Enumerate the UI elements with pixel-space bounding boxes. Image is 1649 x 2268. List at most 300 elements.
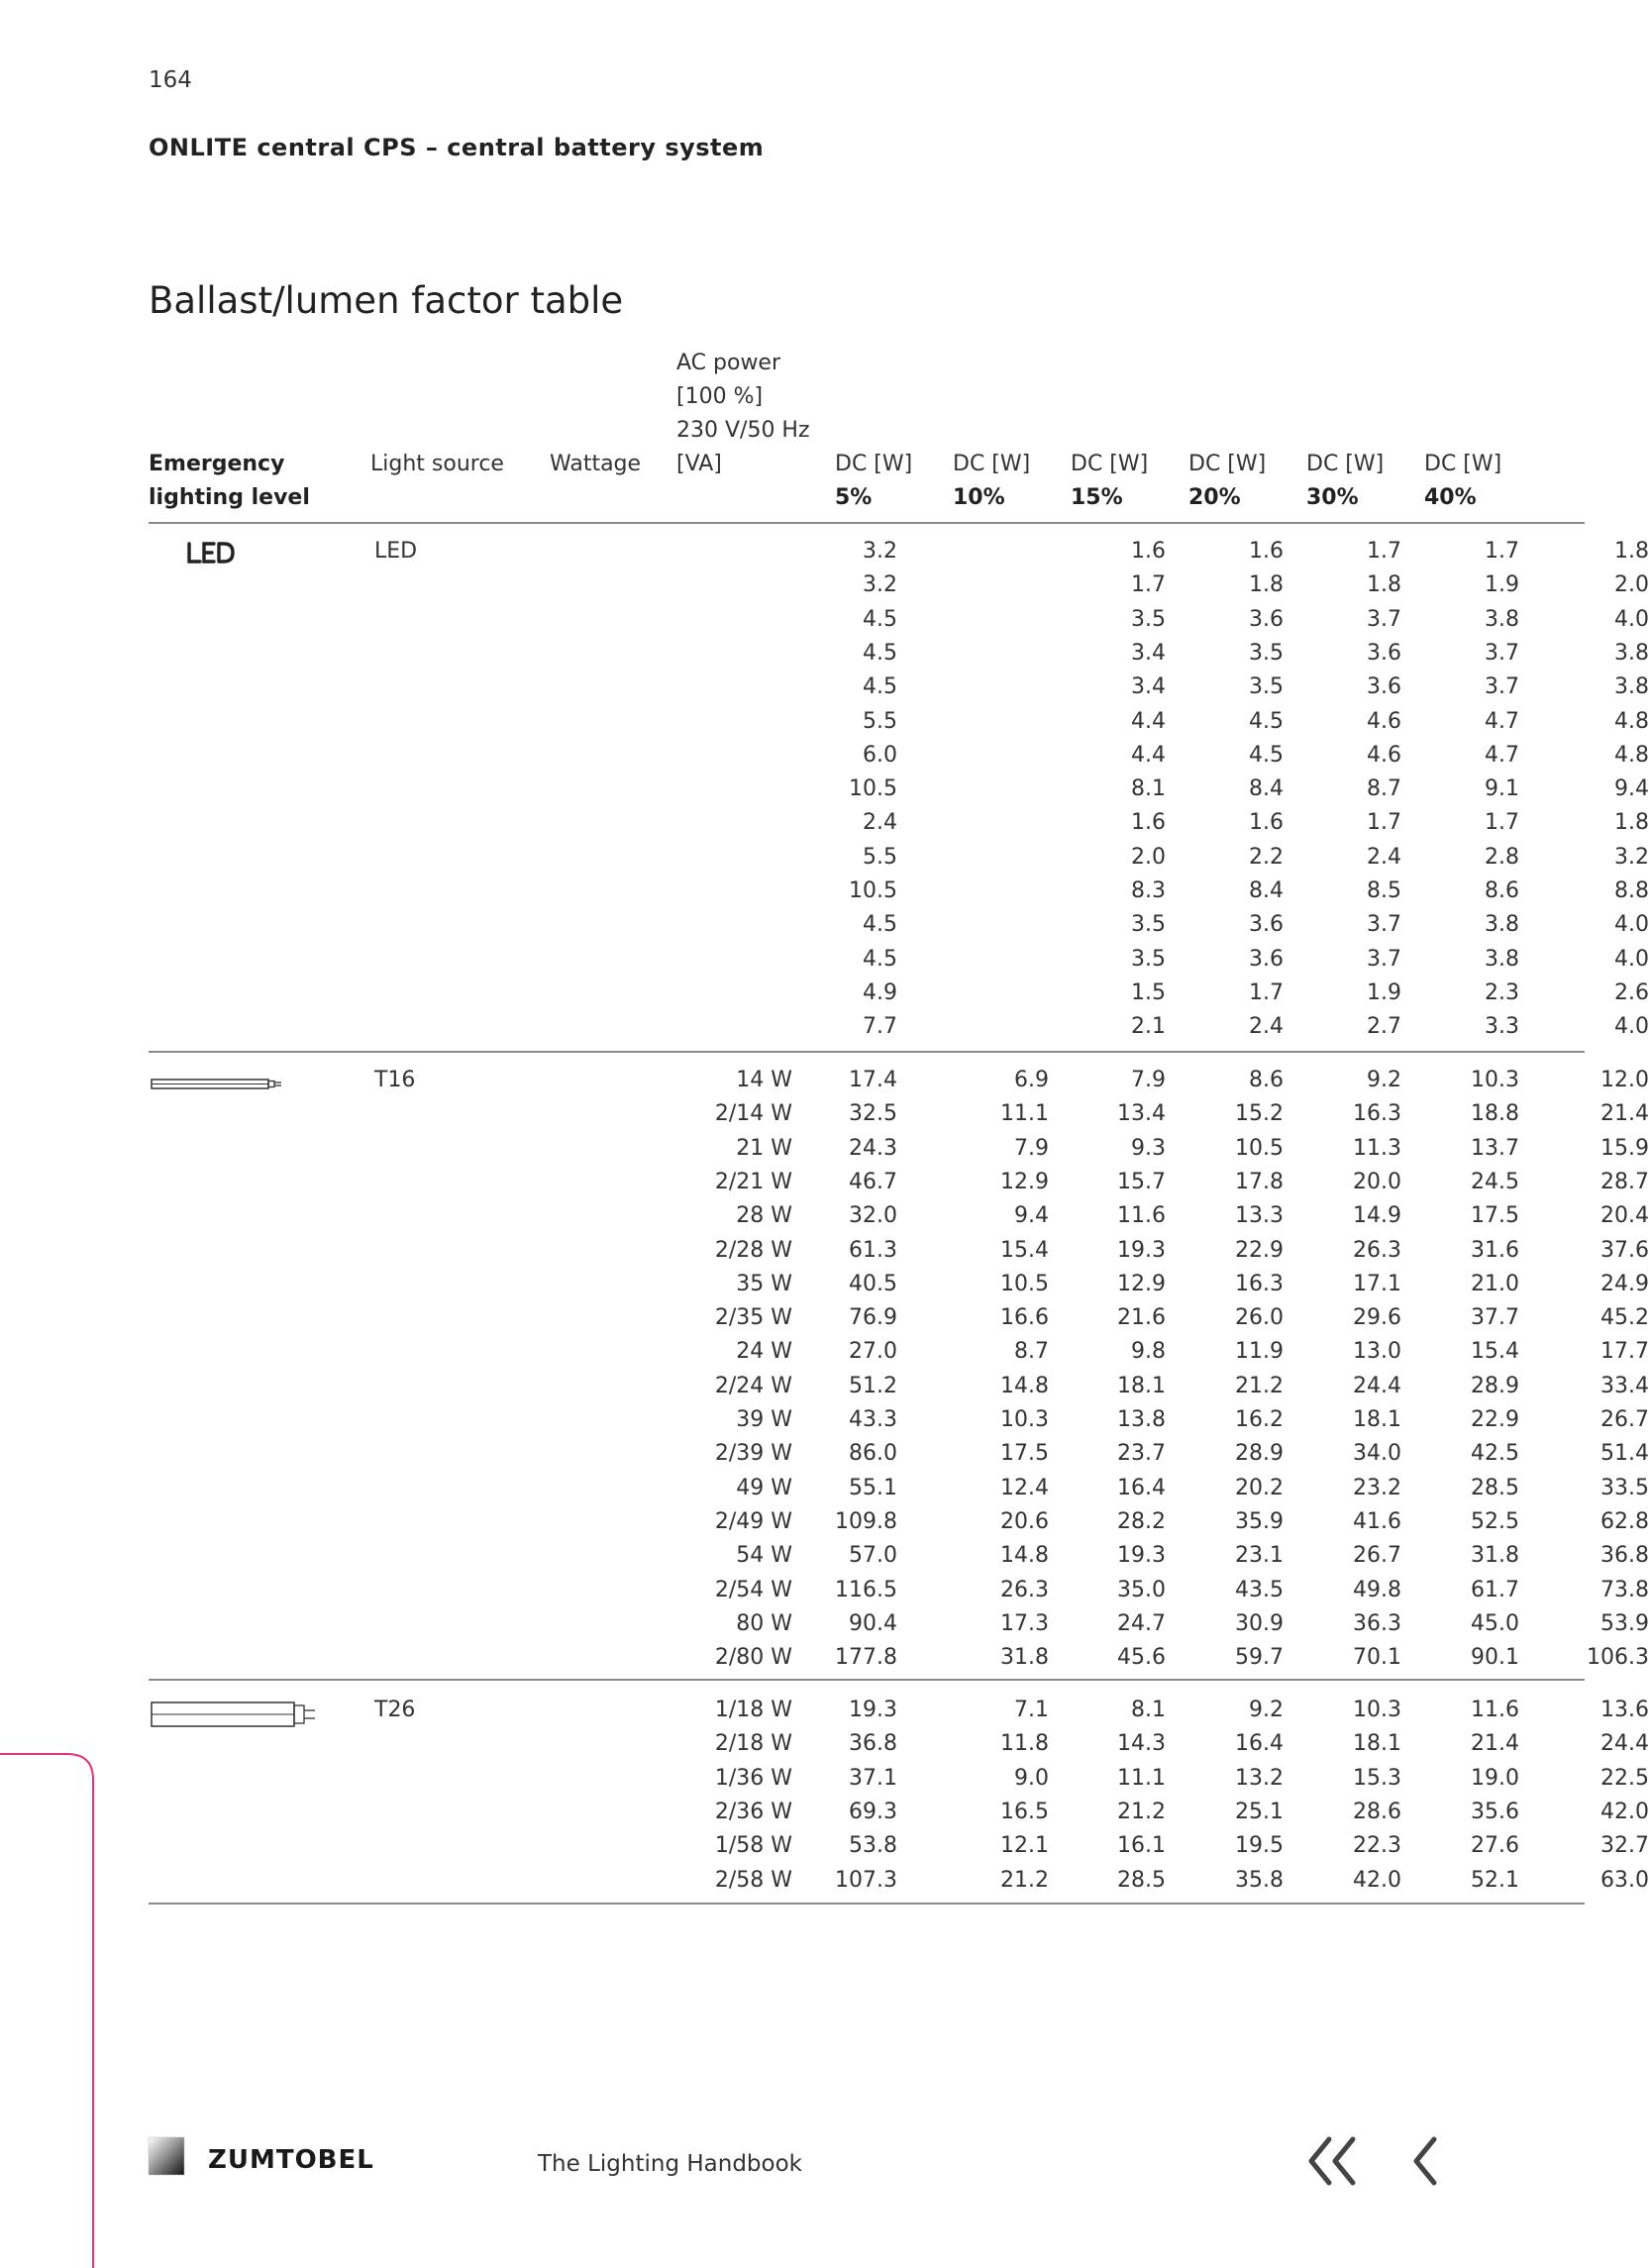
table-row	[149, 1796, 1649, 1829]
wattage-cell: 24 W	[736, 1339, 792, 1365]
dc-40-cell: 33.4	[1600, 1373, 1649, 1398]
dc-20-cell: 4.6	[1367, 708, 1401, 734]
dc-5-cell: 20.6	[1000, 1508, 1049, 1534]
dc-5-cell: 10.5	[1000, 1271, 1049, 1296]
dc-10-cell: 12.9	[1117, 1271, 1166, 1296]
dc-30-cell: 3.8	[1485, 946, 1519, 972]
dc-30-cell: 2.3	[1485, 979, 1519, 1005]
dc-20-cell: 70.1	[1353, 1645, 1401, 1671]
table-row	[149, 1607, 1649, 1641]
dc-15-cell: 20.2	[1235, 1475, 1284, 1500]
dc-20-cell: 2.4	[1367, 844, 1401, 870]
dc-10-cell: 4.4	[1131, 742, 1166, 768]
table-row	[149, 773, 1649, 806]
table-row	[149, 705, 1649, 739]
table-row	[149, 739, 1649, 773]
dc-15-cell: 22.9	[1235, 1237, 1284, 1263]
dc-20-cell: 10.3	[1353, 1698, 1401, 1722]
dc-20-cell: 2.7	[1367, 1014, 1401, 1040]
dc-30-cell: 3.8	[1485, 912, 1519, 938]
ac-power-cell: 51.2	[849, 1373, 897, 1398]
dc-40-cell: 24.4	[1600, 1731, 1649, 1757]
table-row	[149, 1097, 1649, 1131]
dc-40-cell: 2.6	[1614, 979, 1649, 1005]
ac-power-cell: 86.0	[849, 1441, 897, 1467]
dc-10-cell: 9.3	[1131, 1135, 1166, 1161]
ac-power-cell: 55.1	[849, 1475, 897, 1500]
dc-15-cell: 16.2	[1235, 1407, 1284, 1432]
dc-20-cell: 13.0	[1353, 1339, 1401, 1365]
dc-15-cell: 21.2	[1235, 1373, 1284, 1398]
wattage-cell: 2/21 W	[714, 1169, 792, 1194]
table-row	[149, 1437, 1649, 1471]
dc-30-cell: 15.4	[1471, 1339, 1519, 1365]
ac-power-cell: 36.8	[849, 1731, 897, 1757]
wattage-cell: 1/58 W	[714, 1833, 792, 1859]
dc-30-cell: 19.0	[1471, 1765, 1519, 1791]
footer-title: The Lighting Handbook	[538, 2151, 802, 2177]
dc-30-cell: 22.9	[1471, 1407, 1519, 1432]
table-row	[149, 1727, 1649, 1761]
table-rule	[149, 1051, 1585, 1053]
dc-40-cell: 4.0	[1614, 606, 1649, 632]
ac-power-cell: 32.5	[849, 1101, 897, 1127]
ac-power-cell: 10.5	[849, 776, 897, 802]
dc-20-cell: 1.9	[1367, 979, 1401, 1005]
dc-15-cell: 43.5	[1235, 1577, 1284, 1602]
dc-20-cell: 1.7	[1367, 810, 1401, 836]
dc-10-cell: 3.5	[1131, 606, 1166, 632]
header-dc-level: 5%	[835, 485, 873, 510]
dc-40-cell: 33.5	[1600, 1475, 1649, 1500]
wattage-cell: 2/35 W	[714, 1305, 792, 1331]
dc-10-cell: 23.7	[1117, 1441, 1166, 1467]
wattage-cell: 39 W	[736, 1407, 792, 1432]
first-page-button[interactable]	[1305, 2131, 1375, 2191]
dc-30-cell: 3.3	[1485, 1014, 1519, 1040]
wattage-cell: 2/49 W	[714, 1508, 792, 1534]
light-source-label: T26	[374, 1698, 416, 1722]
table-row	[149, 1694, 1649, 1727]
wattage-cell: 2/80 W	[714, 1645, 792, 1671]
dc-5-cell: 12.1	[1000, 1833, 1049, 1859]
table-row	[149, 1864, 1649, 1898]
dc-5-cell: 7.9	[1014, 1135, 1049, 1161]
dc-10-cell: 3.5	[1131, 912, 1166, 938]
dc-30-cell: 27.6	[1471, 1833, 1519, 1859]
table-row	[149, 1132, 1649, 1166]
dc-15-cell: 3.5	[1249, 640, 1284, 666]
dc-30-cell: 4.7	[1485, 708, 1519, 734]
table-row	[149, 1301, 1649, 1335]
table-row	[149, 1010, 1649, 1044]
dc-10-cell: 21.6	[1117, 1305, 1166, 1331]
dc-30-cell: 18.8	[1471, 1101, 1519, 1127]
ac-power-cell: 3.2	[863, 539, 897, 564]
ac-power-cell: 90.4	[849, 1610, 897, 1636]
dc-40-cell: 13.6	[1600, 1698, 1649, 1722]
dc-5-cell: 17.5	[1000, 1441, 1049, 1467]
table-row	[149, 670, 1649, 704]
table-row	[149, 977, 1649, 1010]
dc-15-cell: 28.9	[1235, 1441, 1284, 1467]
table-row	[149, 1370, 1649, 1403]
dc-15-cell: 35.8	[1235, 1867, 1284, 1893]
dc-40-cell: 4.0	[1614, 912, 1649, 938]
dc-20-cell: 3.7	[1367, 912, 1401, 938]
dc-15-cell: 30.9	[1235, 1610, 1284, 1636]
dc-15-cell: 23.1	[1235, 1543, 1284, 1569]
dc-15-cell: 1.7	[1249, 979, 1284, 1005]
table-header	[149, 347, 1585, 521]
dc-30-cell: 52.5	[1471, 1508, 1519, 1534]
table-rule	[149, 1679, 1585, 1681]
ac-power-cell: 4.5	[863, 946, 897, 972]
brand-name: ZUMTOBEL	[208, 2145, 374, 2175]
dc-30-cell: 24.5	[1471, 1169, 1519, 1194]
wattage-cell: 1/36 W	[714, 1765, 792, 1791]
dc-40-cell: 1.8	[1614, 810, 1649, 836]
dc-20-cell: 8.5	[1367, 878, 1401, 903]
dc-10-cell: 28.5	[1117, 1867, 1166, 1893]
dc-10-cell: 1.6	[1131, 810, 1166, 836]
dc-20-cell: 28.6	[1353, 1799, 1401, 1824]
header-dc-unit: DC [W]	[1188, 452, 1267, 476]
wattage-cell: 54 W	[736, 1543, 792, 1569]
dc-40-cell: 51.4	[1600, 1441, 1649, 1467]
section-title: Ballast/lumen factor table	[149, 279, 624, 322]
dc-15-cell: 8.6	[1249, 1068, 1284, 1092]
ac-power-cell: 5.5	[863, 708, 897, 734]
dc-30-cell: 37.7	[1471, 1305, 1519, 1331]
dc-40-cell: 42.0	[1600, 1799, 1649, 1824]
dc-30-cell: 52.1	[1471, 1867, 1519, 1893]
dc-10-cell: 13.8	[1117, 1407, 1166, 1432]
dc-15-cell: 26.0	[1235, 1305, 1284, 1331]
table-rule	[149, 522, 1585, 524]
header-dc-level: 10%	[953, 485, 1005, 510]
header-dc-level: 30%	[1306, 485, 1359, 510]
dc-10-cell: 8.3	[1131, 878, 1166, 903]
dc-20-cell: 3.6	[1367, 640, 1401, 666]
dc-10-cell: 45.6	[1117, 1645, 1166, 1671]
dc-40-cell: 106.3	[1587, 1645, 1649, 1671]
dc-10-cell: 3.4	[1131, 640, 1166, 666]
dc-15-cell: 3.6	[1249, 946, 1284, 972]
dc-10-cell: 19.3	[1117, 1543, 1166, 1569]
ac-power-cell: 4.9	[863, 979, 897, 1005]
header-ac-line3: 230 V/50 Hz	[676, 418, 810, 443]
dc-10-cell: 9.8	[1131, 1339, 1166, 1365]
dc-10-cell: 2.1	[1131, 1014, 1166, 1040]
dc-10-cell: 28.2	[1117, 1508, 1166, 1534]
ac-power-cell: 4.5	[863, 912, 897, 938]
dc-40-cell: 24.9	[1600, 1271, 1649, 1296]
dc-40-cell: 4.8	[1614, 742, 1649, 768]
dc-20-cell: 18.1	[1353, 1407, 1401, 1432]
dc-30-cell: 13.7	[1471, 1135, 1519, 1161]
table-row	[149, 1762, 1649, 1796]
ac-power-cell: 5.5	[863, 844, 897, 870]
table-row	[149, 875, 1649, 908]
dc-40-cell: 45.2	[1600, 1305, 1649, 1331]
dc-10-cell: 16.1	[1117, 1833, 1166, 1859]
dc-40-cell: 2.0	[1614, 572, 1649, 598]
dc-20-cell: 34.0	[1353, 1441, 1401, 1467]
dc-5-cell: 31.8	[1000, 1645, 1049, 1671]
dc-30-cell: 1.7	[1485, 539, 1519, 564]
dc-20-cell: 29.6	[1353, 1305, 1401, 1331]
dc-15-cell: 59.7	[1235, 1645, 1284, 1671]
dc-10-cell: 15.7	[1117, 1169, 1166, 1194]
dc-10-cell: 16.4	[1117, 1475, 1166, 1500]
dc-20-cell: 4.6	[1367, 742, 1401, 768]
dc-15-cell: 3.6	[1249, 606, 1284, 632]
ac-power-cell: 3.2	[863, 572, 897, 598]
wattage-cell: 2/36 W	[714, 1799, 792, 1824]
dc-30-cell: 35.6	[1471, 1799, 1519, 1824]
dc-30-cell: 90.1	[1471, 1645, 1519, 1671]
dc-40-cell: 4.0	[1614, 1014, 1649, 1040]
dc-10-cell: 3.4	[1131, 674, 1166, 700]
dc-20-cell: 3.7	[1367, 946, 1401, 972]
table-row	[149, 1472, 1649, 1505]
table-row	[149, 1641, 1649, 1675]
double-chevron-left-icon	[1305, 2131, 1375, 2191]
dc-15-cell: 3.6	[1249, 912, 1284, 938]
document-header-title: ONLITE central CPS – central battery system	[149, 134, 765, 161]
dc-30-cell: 17.5	[1471, 1203, 1519, 1229]
ac-power-cell: 116.5	[835, 1577, 897, 1602]
dc-30-cell: 10.3	[1471, 1068, 1519, 1092]
dc-5-cell: 16.6	[1000, 1305, 1049, 1331]
dc-10-cell: 8.1	[1131, 776, 1166, 802]
ac-power-cell: 37.1	[849, 1765, 897, 1791]
dc-10-cell: 7.9	[1131, 1068, 1166, 1092]
dc-10-cell: 8.1	[1131, 1698, 1166, 1722]
dc-15-cell: 4.5	[1249, 708, 1284, 734]
dc-40-cell: 22.5	[1600, 1765, 1649, 1791]
dc-20-cell: 15.3	[1353, 1765, 1401, 1791]
table-row	[149, 943, 1649, 977]
table-row	[149, 1574, 1649, 1607]
zumtobel-logo-icon	[149, 2137, 184, 2175]
table-rule	[149, 1903, 1585, 1905]
wattage-cell: 2/39 W	[714, 1441, 792, 1467]
wattage-cell: 2/58 W	[714, 1867, 792, 1893]
dc-15-cell: 10.5	[1235, 1135, 1284, 1161]
dc-5-cell: 16.5	[1000, 1799, 1049, 1824]
light-source-label: LED	[374, 539, 418, 564]
dc-10-cell: 1.7	[1131, 572, 1166, 598]
dc-40-cell: 28.7	[1600, 1169, 1649, 1194]
dc-30-cell: 21.0	[1471, 1271, 1519, 1296]
ac-power-cell: 17.4	[849, 1068, 897, 1092]
dc-5-cell: 11.8	[1000, 1731, 1049, 1757]
dc-30-cell: 3.7	[1485, 674, 1519, 700]
ac-power-cell: 40.5	[849, 1271, 897, 1296]
dc-30-cell: 11.6	[1471, 1698, 1519, 1722]
dc-30-cell: 3.7	[1485, 640, 1519, 666]
dc-5-cell: 9.4	[1014, 1203, 1049, 1229]
dc-15-cell: 1.6	[1249, 539, 1284, 564]
wattage-cell: 2/54 W	[714, 1577, 792, 1602]
table-row	[149, 1505, 1649, 1539]
dc-40-cell: 8.8	[1614, 878, 1649, 903]
dc-20-cell: 22.3	[1353, 1833, 1401, 1859]
dc-15-cell: 2.4	[1249, 1014, 1284, 1040]
dc-20-cell: 26.7	[1353, 1543, 1401, 1569]
dc-20-cell: 1.7	[1367, 539, 1401, 564]
dc-40-cell: 32.7	[1600, 1833, 1649, 1859]
dc-30-cell: 1.7	[1485, 810, 1519, 836]
wattage-cell: 2/24 W	[714, 1373, 792, 1398]
dc-5-cell: 26.3	[1000, 1577, 1049, 1602]
table-row	[149, 841, 1649, 875]
dc-20-cell: 26.3	[1353, 1237, 1401, 1263]
ac-power-cell: 32.0	[849, 1203, 897, 1229]
ac-power-cell: 24.3	[849, 1135, 897, 1161]
dc-20-cell: 11.3	[1353, 1135, 1401, 1161]
header-dc-level: 20%	[1188, 485, 1241, 510]
dc-40-cell: 73.8	[1600, 1577, 1649, 1602]
dc-40-cell: 3.8	[1614, 674, 1649, 700]
wattage-cell: 80 W	[736, 1610, 792, 1636]
ac-power-cell: 61.3	[849, 1237, 897, 1263]
dc-15-cell: 11.9	[1235, 1339, 1284, 1365]
dc-15-cell: 1.6	[1249, 810, 1284, 836]
dc-10-cell: 2.0	[1131, 844, 1166, 870]
dc-40-cell: 53.9	[1600, 1610, 1649, 1636]
dc-15-cell: 35.9	[1235, 1508, 1284, 1534]
dc-40-cell: 21.4	[1600, 1101, 1649, 1127]
table-row	[149, 1199, 1649, 1233]
dc-5-cell: 6.9	[1014, 1068, 1049, 1092]
wattage-cell: 2/14 W	[714, 1101, 792, 1127]
dc-20-cell: 3.7	[1367, 606, 1401, 632]
dc-10-cell: 4.4	[1131, 708, 1166, 734]
ac-power-cell: 19.3	[849, 1698, 897, 1722]
wattage-cell: 2/28 W	[714, 1237, 792, 1263]
dc-40-cell: 62.8	[1600, 1508, 1649, 1534]
dc-20-cell: 16.3	[1353, 1101, 1401, 1127]
dc-15-cell: 9.2	[1249, 1698, 1284, 1722]
dc-30-cell: 45.0	[1471, 1610, 1519, 1636]
dc-10-cell: 21.2	[1117, 1799, 1166, 1824]
wattage-cell: 2/18 W	[714, 1731, 792, 1757]
table-row	[149, 806, 1649, 840]
ac-power-cell: 76.9	[849, 1305, 897, 1331]
table-row	[149, 637, 1649, 670]
table-row	[149, 1403, 1649, 1437]
previous-page-button[interactable]	[1404, 2131, 1474, 2191]
header-dc-unit: DC [W]	[1071, 452, 1149, 476]
table-row	[149, 1166, 1649, 1199]
wattage-cell: 1/18 W	[714, 1698, 792, 1722]
ac-power-cell: 57.0	[849, 1543, 897, 1569]
dc-40-cell: 4.0	[1614, 946, 1649, 972]
header-wattage: Wattage	[550, 452, 642, 476]
dc-20-cell: 36.3	[1353, 1610, 1401, 1636]
dc-10-cell: 1.5	[1131, 979, 1166, 1005]
dc-20-cell: 42.0	[1353, 1867, 1401, 1893]
wattage-cell: 49 W	[736, 1475, 792, 1500]
dc-30-cell: 61.7	[1471, 1577, 1519, 1602]
ac-power-cell: 69.3	[849, 1799, 897, 1824]
ac-power-cell: 10.5	[849, 878, 897, 903]
dc-10-cell: 13.4	[1117, 1101, 1166, 1127]
dc-40-cell: 36.8	[1600, 1543, 1649, 1569]
wattage-cell: 28 W	[736, 1203, 792, 1229]
dc-5-cell: 7.1	[1014, 1698, 1049, 1722]
table-row	[149, 603, 1649, 637]
dc-5-cell: 15.4	[1000, 1237, 1049, 1263]
dc-10-cell: 24.7	[1117, 1610, 1166, 1636]
chevron-left-icon	[1404, 2131, 1454, 2191]
header-level-line1: Emergency	[149, 452, 285, 476]
dc-15-cell: 25.1	[1235, 1799, 1284, 1824]
ac-power-cell: 177.8	[835, 1645, 897, 1671]
wattage-cell: 14 W	[736, 1068, 792, 1092]
ac-power-cell: 2.4	[863, 810, 897, 836]
ac-power-cell: 4.5	[863, 640, 897, 666]
dc-5-cell: 9.0	[1014, 1765, 1049, 1791]
dc-10-cell: 1.6	[1131, 539, 1166, 564]
dc-20-cell: 24.4	[1353, 1373, 1401, 1398]
table-row	[149, 1268, 1649, 1301]
dc-40-cell: 12.0	[1600, 1068, 1649, 1092]
table-row	[149, 1335, 1649, 1369]
wattage-cell: 35 W	[736, 1271, 792, 1296]
table-row	[149, 908, 1649, 942]
dc-5-cell: 11.1	[1000, 1101, 1049, 1127]
dc-10-cell: 11.6	[1117, 1203, 1166, 1229]
dc-5-cell: 14.8	[1000, 1543, 1049, 1569]
header-dc-unit: DC [W]	[1424, 452, 1502, 476]
dc-15-cell: 1.8	[1249, 572, 1284, 598]
dc-30-cell: 31.8	[1471, 1543, 1519, 1569]
ac-power-cell: 4.5	[863, 606, 897, 632]
ac-power-cell: 107.3	[835, 1867, 897, 1893]
chapter-tab-marker	[0, 1753, 97, 2268]
dc-40-cell: 26.7	[1600, 1407, 1649, 1432]
header-dc-unit: DC [W]	[1306, 452, 1385, 476]
table-row	[149, 568, 1649, 602]
header-ac-line2: [100 %]	[676, 384, 764, 409]
dc-5-cell: 8.7	[1014, 1339, 1049, 1365]
dc-40-cell: 9.4	[1614, 776, 1649, 802]
dc-30-cell: 31.6	[1471, 1237, 1519, 1263]
dc-15-cell: 15.2	[1235, 1101, 1284, 1127]
dc-10-cell: 14.3	[1117, 1731, 1166, 1757]
table-row	[149, 1234, 1649, 1268]
dc-10-cell: 35.0	[1117, 1577, 1166, 1602]
header-dc-level: 40%	[1424, 485, 1477, 510]
dc-30-cell: 8.6	[1485, 878, 1519, 903]
dc-40-cell: 37.6	[1600, 1237, 1649, 1263]
dc-30-cell: 9.1	[1485, 776, 1519, 802]
ac-power-cell: 7.7	[863, 1014, 897, 1040]
table-row	[149, 1539, 1649, 1573]
dc-15-cell: 13.3	[1235, 1203, 1284, 1229]
dc-10-cell: 19.3	[1117, 1237, 1166, 1263]
dc-20-cell: 20.0	[1353, 1169, 1401, 1194]
header-level-line2: lighting level	[149, 485, 310, 510]
header-light-source: Light source	[370, 452, 504, 476]
dc-5-cell: 21.2	[1000, 1867, 1049, 1893]
table-row	[149, 1829, 1649, 1863]
dc-40-cell: 15.9	[1600, 1135, 1649, 1161]
